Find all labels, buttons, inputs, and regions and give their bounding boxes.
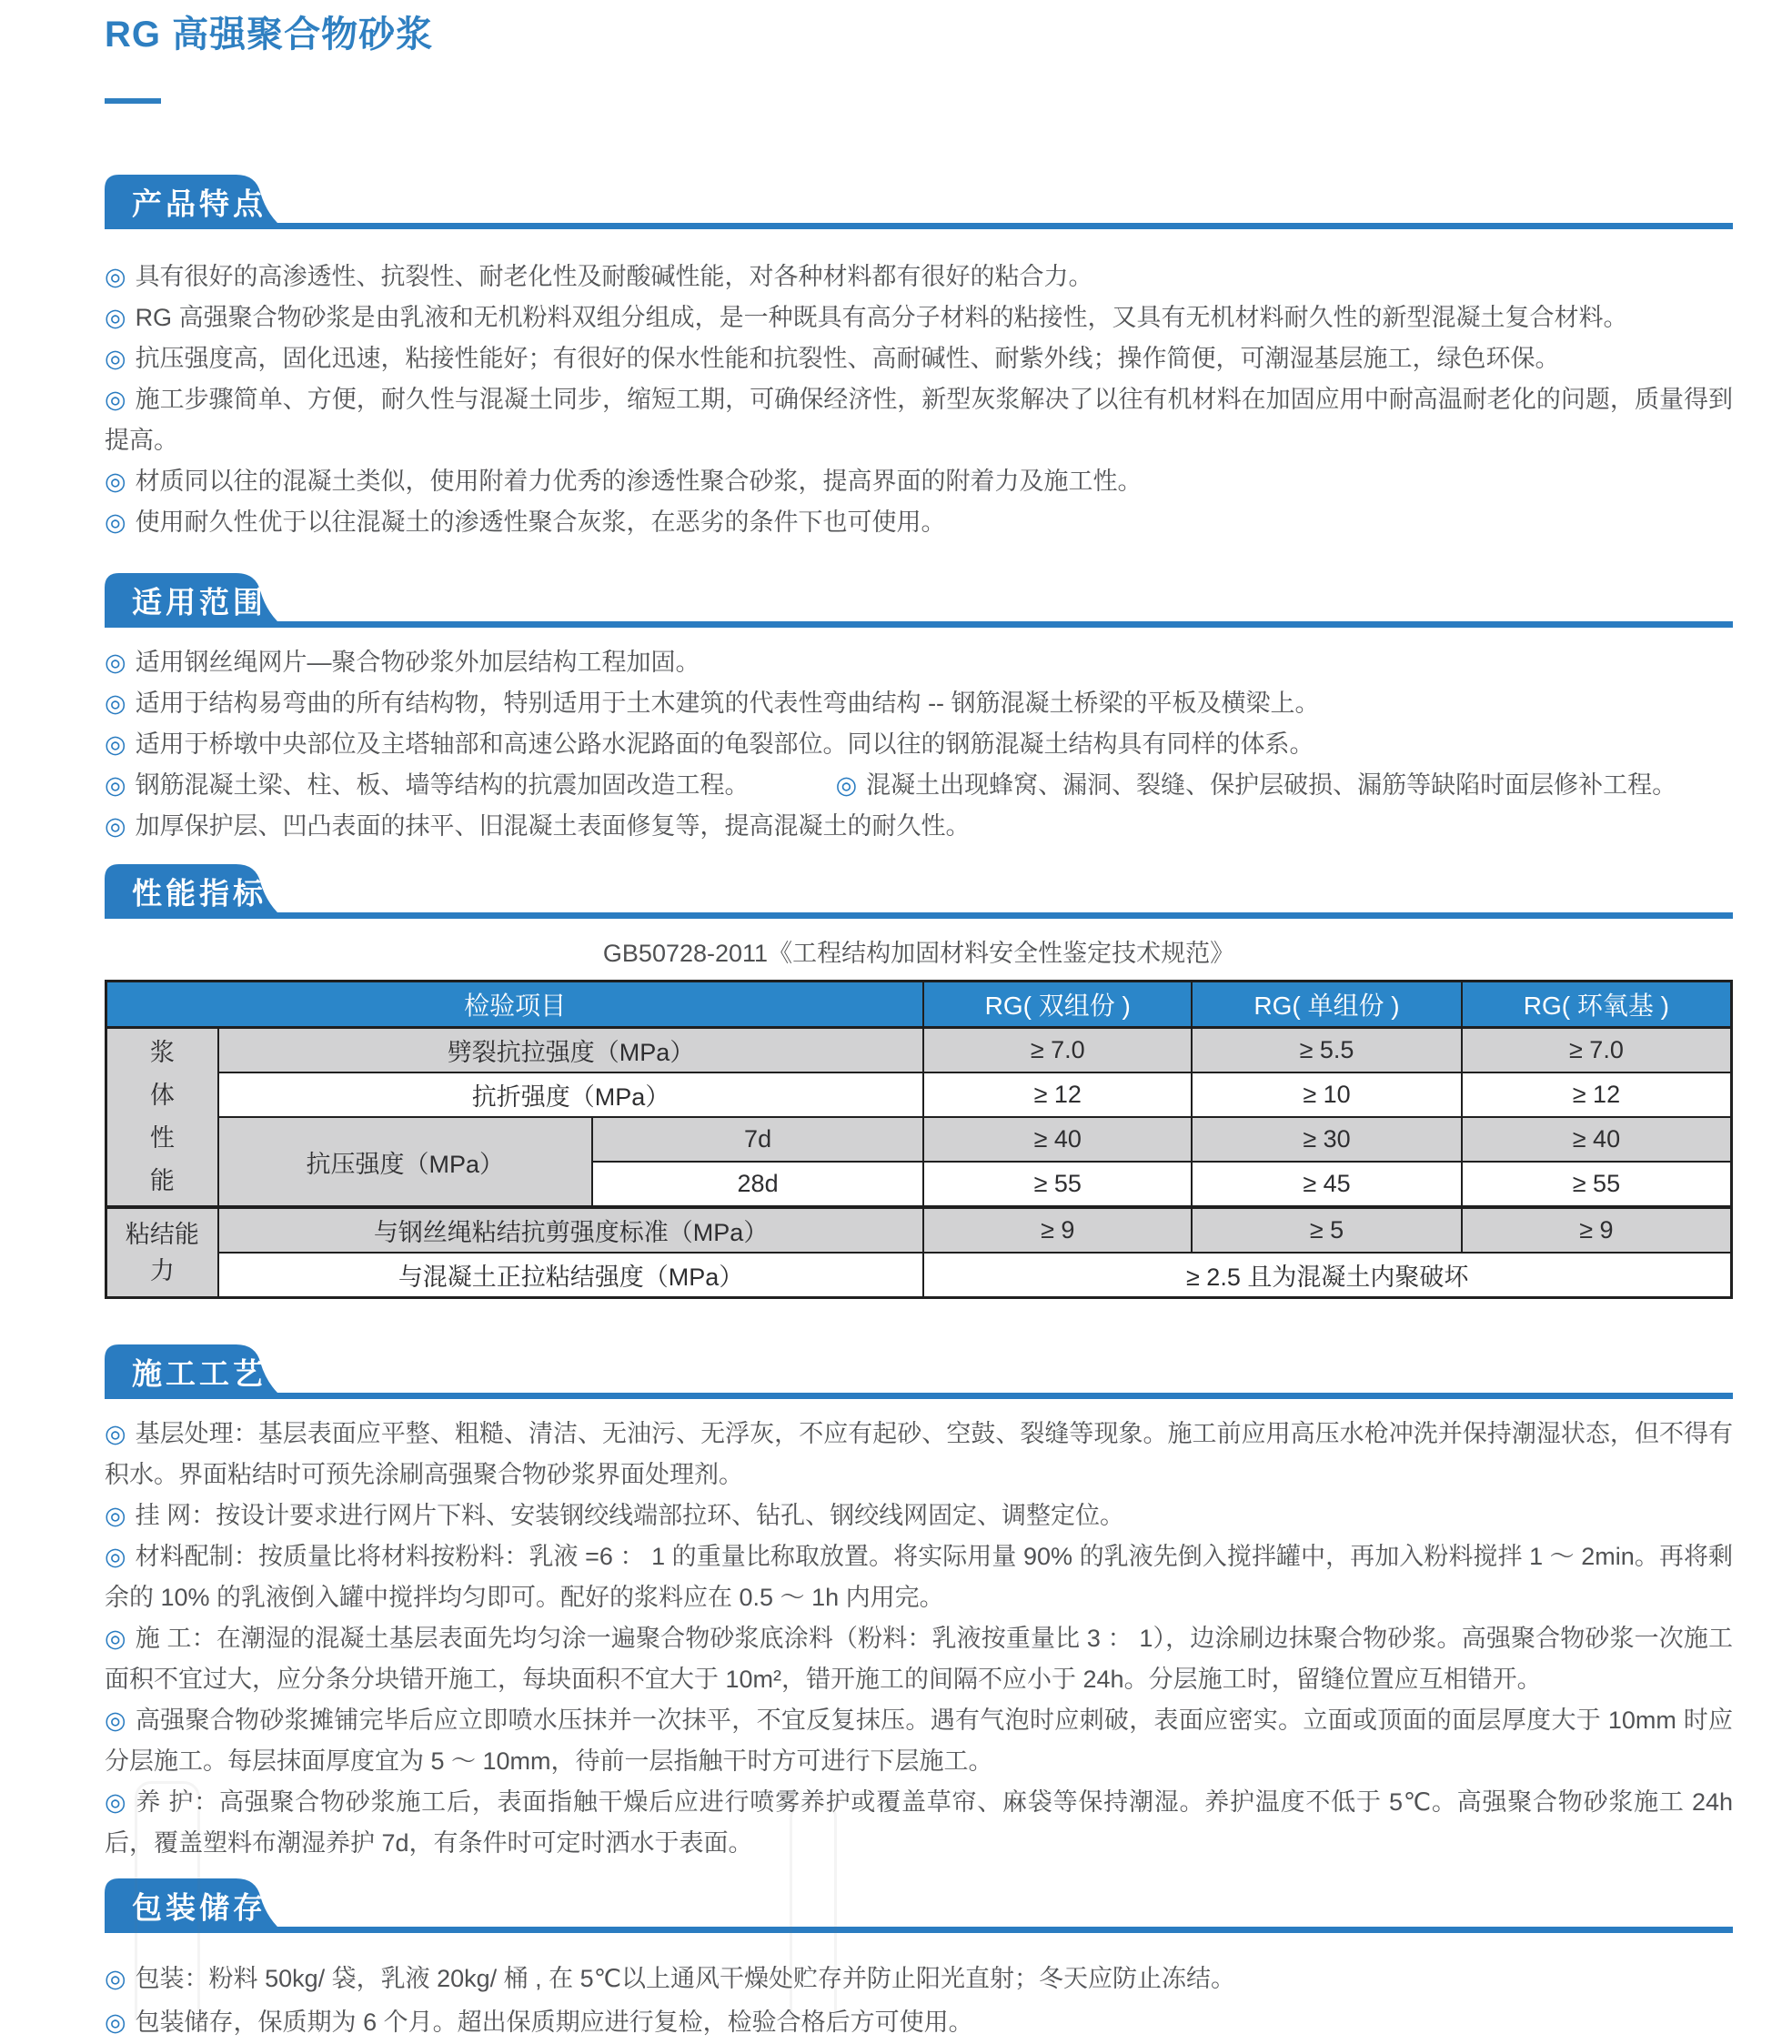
section-title: 包装储存 bbox=[132, 1890, 267, 1925]
list-item-text: 基层处理：基层表面应平整、粗糙、清洁、无油污、无浮灰，不应有起砂、空鼓、裂缝等现象。施工前应用高压水枪冲洗并保持潮湿状态，但不得有积水。界面粘结时可预先涂刷高强聚合物砂浆界面处理剂。 bbox=[105, 1420, 1734, 1488]
page-title: RG 高强聚合物砂浆 bbox=[105, 15, 434, 55]
section-underline bbox=[105, 1927, 1733, 1933]
list-item-text: 包装储存，保质期为 6 个月。超出保质期应进行复检，检验合格后方可使用。 bbox=[135, 2009, 973, 2036]
list-item-text: 材料配制：按质量比将材料按粉料：乳液 =6 ： 1 的重量比称取放置。将实际用量 90% 的乳液先倒入搅拌罐中，再加入粉料搅拌 1 ～ 2min。再将剩余的 10% 的乳液倒入罐中搅拌均匀即可。配好的浆料应在 0.5 ～ 1h 内用完。 bbox=[105, 1543, 1734, 1611]
section-header-performance bbox=[105, 864, 1733, 919]
list-item-text: 抗压强度高，固化迅速，粘接性能好；有很好的保水性能和抗裂性、高耐碱性、耐紫外线；操作简便，可潮湿基层施工，绿色环保。 bbox=[135, 345, 1560, 372]
bullet-icon: ◎ bbox=[105, 771, 126, 799]
list-item bbox=[105, 379, 1733, 461]
list-item-text: 养 护：高强聚合物砂浆施工后，表面指触干燥后应进行喷雾养护或覆盖草帘、麻袋等保持潮湿。养护温度不低于 5℃。高强聚合物砂浆施工 24h 后，覆盖塑料布潮湿养护 7d，有条件时可定时洒水于表面。 bbox=[105, 1788, 1734, 1857]
list-item-text: 施 工：在潮湿的混凝土基层表面先均匀涂一遍聚合物砂浆底涂料（粉料：乳液按重量比 3 ： 1），边涂刷边抹聚合物砂浆。高强聚合物砂浆一次施工面积不宜过大，应分条分块错开施工，每块面积不宜大于 10m²，错开施工的间隔不应小于 24h。分层施工时，留缝位置应互相错开。 bbox=[105, 1625, 1733, 1693]
list-item-text: 具有很好的高渗透性、抗裂性、耐老化性及耐酸碱性能，对各种材料都有很好的粘合力。 bbox=[135, 263, 1093, 290]
list-item-text: RG 高强聚合物砂浆是由乳液和无机粉料双组分组成，是一种既具有高分子材料的粘接性，又具有无机材料耐久性的新型混凝土复合材料。 bbox=[135, 304, 1628, 331]
table-header-cell: 检验项目 bbox=[106, 982, 924, 1028]
table-cell: ≥ 5 bbox=[1192, 1207, 1462, 1253]
list-item bbox=[105, 257, 1733, 297]
table-cell: 抗压强度（MPa） bbox=[218, 1117, 592, 1207]
section-banner bbox=[105, 175, 285, 229]
section-underline bbox=[105, 223, 1733, 229]
table-cell: ≥ 7.0 bbox=[923, 1028, 1192, 1073]
list-item bbox=[836, 765, 1677, 806]
list-item-text: 高强聚合物砂浆摊铺完毕后应立即喷水压抹并一次抹平，不宜反复抹压。遇有气泡时应刺破，表面应密实。立面或顶面的面层厚度大于 10mm 时应分层施工。每层抹面厚度宜为 5 ～ 10mm，待前一层指触干时方可进行下层施工。 bbox=[105, 1707, 1734, 1775]
list-item bbox=[105, 1618, 1733, 1700]
list-item bbox=[105, 1700, 1733, 1782]
table-cell: ≥ 12 bbox=[1462, 1072, 1732, 1117]
list-item-text: 材质同以往的混凝土类似，使用附着力优秀的渗透性聚合砂浆，提高界面的附着力及施工性。 bbox=[135, 468, 1143, 495]
table-cell: 28d bbox=[592, 1162, 924, 1207]
list-item-pair bbox=[105, 765, 1733, 806]
table-cell: 7d bbox=[592, 1117, 924, 1162]
table-caption: GB50728-2011《工程结构加固材料安全性鉴定技术规范》 bbox=[602, 940, 1235, 967]
section-title: 产品特点 bbox=[132, 186, 267, 221]
bullet-icon: ◎ bbox=[105, 345, 126, 372]
table-cell: ≥ 40 bbox=[1462, 1117, 1732, 1162]
table-cell: ≥ 2.5 且为混凝土内聚破坏 bbox=[923, 1253, 1731, 1298]
section-header-scope bbox=[105, 573, 1733, 628]
section-banner bbox=[105, 1344, 285, 1399]
list-item-text: 包装：粉料 50kg/ 袋，乳液 20kg/ 桶 , 在 5℃以上通风干燥处贮存并防止阳光直射；冬天应防止冻结。 bbox=[135, 1965, 1236, 1992]
list-item bbox=[105, 338, 1733, 379]
table-cell: ≥ 55 bbox=[923, 1162, 1192, 1207]
table-cell: ≥ 40 bbox=[923, 1117, 1192, 1162]
bullet-icon: ◎ bbox=[105, 1502, 126, 1529]
bullet-icon: ◎ bbox=[105, 690, 126, 717]
list-item-text: 适用于结构易弯曲的所有结构物，特别适用于土木建筑的代表性弯曲结构 -- 钢筋混凝土桥梁的平板及横梁上。 bbox=[135, 690, 1320, 717]
row-group-label: 浆体性能 bbox=[106, 1028, 218, 1208]
process-list bbox=[105, 1414, 1733, 1864]
table-cell: 劈裂抗拉强度（MPa） bbox=[218, 1028, 924, 1073]
list-item bbox=[105, 1414, 1733, 1495]
table-cell: ≥ 55 bbox=[1462, 1162, 1732, 1207]
section-title: 性能指标 bbox=[132, 876, 267, 911]
list-item bbox=[105, 642, 1733, 683]
bullet-icon: ◎ bbox=[835, 771, 858, 799]
watermark-bottle bbox=[135, 1781, 200, 2020]
features-list bbox=[105, 257, 1733, 543]
section-header-features bbox=[105, 175, 1733, 229]
list-item bbox=[105, 1782, 1733, 1864]
list-item bbox=[105, 297, 1733, 338]
section-banner bbox=[105, 573, 285, 628]
list-item bbox=[105, 765, 750, 806]
section-header-process bbox=[105, 1344, 1733, 1399]
list-item-text: 适用于桥墩中央部位及主塔轴部和高速公路水泥路面的龟裂部位。同以往的钢筋混凝土结构具有同样的体系。 bbox=[135, 730, 1314, 758]
table-cell: ≥ 9 bbox=[1462, 1207, 1732, 1253]
bullet-icon: ◎ bbox=[105, 386, 126, 413]
table-cell: ≥ 45 bbox=[1192, 1162, 1462, 1207]
table-header-row bbox=[106, 982, 1732, 1028]
bullet-icon: ◎ bbox=[105, 812, 126, 840]
list-item bbox=[105, 461, 1733, 502]
list-item bbox=[105, 2000, 1733, 2044]
table-cell: ≥ 10 bbox=[1192, 1072, 1462, 1117]
bullet-icon: ◎ bbox=[105, 1707, 126, 1734]
table-row bbox=[106, 1117, 1732, 1162]
table-row bbox=[106, 1028, 1732, 1073]
watermark-bottle bbox=[790, 1806, 837, 2020]
list-item bbox=[105, 502, 1733, 543]
bullet-icon: ◎ bbox=[105, 1788, 127, 1816]
table-cell: ≥ 9 bbox=[923, 1207, 1192, 1253]
bullet-icon: ◎ bbox=[105, 263, 126, 290]
section-underline bbox=[105, 1393, 1733, 1399]
table-cell: 与混凝土正拉粘结强度（MPa） bbox=[218, 1253, 924, 1298]
list-item-text: 挂 网：按设计要求进行网片下料、安装钢绞线端部拉环、钻孔、钢绞线网固定、调整定位。 bbox=[135, 1502, 1125, 1529]
list-item-text: 施工步骤简单、方便，耐久性与混凝土同步，缩短工期，可确保经济性，新型灰浆解决了以往有机材料在加固应用中耐高温耐老化的问题，质量得到提高。 bbox=[105, 386, 1734, 454]
section-title: 施工工艺 bbox=[132, 1356, 267, 1391]
performance-table bbox=[105, 980, 1733, 1299]
table-cell: ≥ 12 bbox=[923, 1072, 1192, 1117]
title-underline bbox=[105, 98, 161, 104]
bullet-icon: ◎ bbox=[105, 1625, 126, 1652]
bullet-icon: ◎ bbox=[105, 1420, 126, 1447]
table-row bbox=[106, 1253, 1732, 1298]
section-underline bbox=[105, 621, 1733, 628]
packaging-list bbox=[105, 1957, 1733, 2044]
bullet-icon: ◎ bbox=[105, 730, 126, 758]
bullet-icon: ◎ bbox=[105, 2009, 126, 2036]
bullet-icon: ◎ bbox=[105, 508, 126, 536]
list-item bbox=[105, 724, 1733, 765]
table-header-cell: RG( 单组份 ) bbox=[1192, 982, 1462, 1028]
list-item bbox=[105, 1536, 1733, 1618]
table-cell: ≥ 30 bbox=[1192, 1117, 1462, 1162]
list-item bbox=[105, 683, 1733, 724]
list-item bbox=[105, 806, 1733, 847]
list-item bbox=[105, 1957, 1733, 2000]
table-cell: ≥ 7.0 bbox=[1462, 1028, 1732, 1073]
bullet-icon: ◎ bbox=[105, 1543, 126, 1570]
bullet-icon: ◎ bbox=[105, 468, 126, 495]
section-title: 适用范围 bbox=[132, 585, 267, 619]
table-cell: 抗折强度（MPa） bbox=[218, 1072, 924, 1117]
bullet-icon: ◎ bbox=[105, 649, 126, 676]
table-row bbox=[106, 1207, 1732, 1253]
list-item-text: 加厚保护层、凹凸表面的抹平、旧混凝土表面修复等，提高混凝土的耐久性。 bbox=[135, 812, 971, 840]
list-item-text: 适用钢丝绳网片—聚合物砂浆外加层结构工程加固。 bbox=[135, 649, 700, 676]
table-cell: 与钢丝绳粘结抗剪强度标准（MPa） bbox=[218, 1207, 924, 1253]
section-banner bbox=[105, 864, 285, 919]
list-item-text: 混凝土出现蜂窝、漏洞、裂缝、保护层破损、漏筋等缺陷时面层修补工程。 bbox=[866, 771, 1677, 799]
list-item bbox=[105, 1495, 1733, 1536]
list-item-text: 钢筋混凝土梁、柱、板、墙等结构的抗震加固改造工程。 bbox=[135, 771, 750, 799]
table-header-cell: RG( 环氧基 ) bbox=[1462, 982, 1732, 1028]
row-group-label: 粘结能力 bbox=[106, 1207, 218, 1298]
bullet-icon: ◎ bbox=[105, 1965, 126, 1992]
table-row bbox=[106, 1072, 1732, 1117]
section-underline bbox=[105, 912, 1733, 919]
scope-list bbox=[105, 642, 1733, 847]
list-item-text: 使用耐久性优于以往混凝土的渗透性聚合灰浆，在恶劣的条件下也可使用。 bbox=[135, 508, 946, 536]
section-header-packaging bbox=[105, 1878, 1733, 1933]
table-cell: ≥ 5.5 bbox=[1192, 1028, 1462, 1073]
bullet-icon: ◎ bbox=[105, 304, 126, 331]
table-header-cell: RG( 双组份 ) bbox=[923, 982, 1192, 1028]
